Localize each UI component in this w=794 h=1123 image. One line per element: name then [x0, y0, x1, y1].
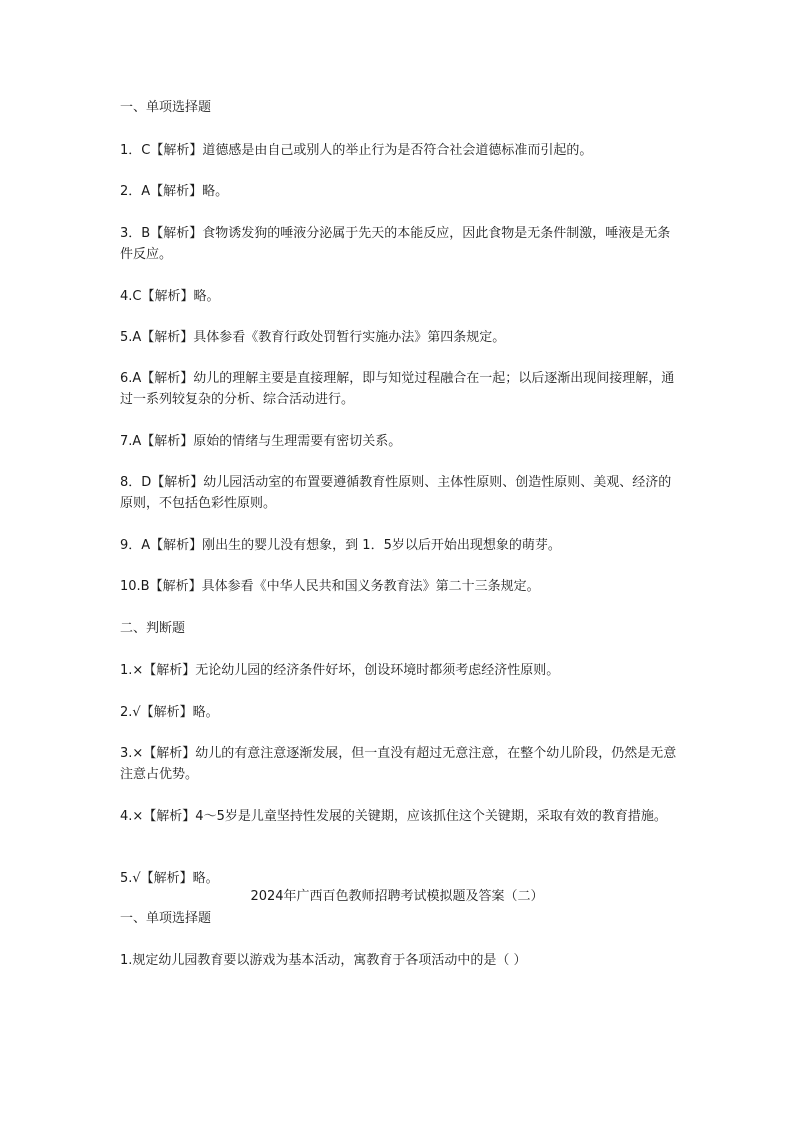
answer-10: 10.B【解析】具体参看《中华人民共和国义务教育法》第二十三条规定。	[120, 579, 540, 594]
answer-7: 7.A【解析】原始的情绪与生理需要有密切关系。	[120, 434, 402, 449]
answer-4: 4.C【解析】略。	[120, 289, 220, 304]
answer-3: 3．B【解析】食物诱发狗的唾液分泌属于先天的本能反应，因此食物是无条件制激，唾液是无条件反应。	[120, 226, 671, 262]
answer-9: 9．A【解析】刚出生的婴儿没有想象，到 1．5岁以后开始出现想象的萌芽。	[120, 538, 561, 553]
exam-title: 2024年广西百色教师招聘考试模拟题及答案（二）	[250, 889, 544, 904]
judge-2: 2.√【解析】略。	[120, 705, 219, 720]
answer-2: 2．A【解析】略。	[120, 184, 229, 199]
answer-1: 1．C【解析】道德感是由自己或别人的举止行为是否符合社会道德标准而引起的。	[120, 143, 593, 158]
part2-heading: 一、单项选择题	[120, 911, 212, 926]
judge-5: 5.√【解析】略。	[120, 871, 219, 886]
answer-8: 8．D【解析】幼儿园活动室的布置要遵循教育性原则、主体性原则、创造性原则、美观、经济的原则，不包括色彩性原则。	[120, 475, 672, 511]
judge-4: 4.×【解析】4～5岁是儿童坚持性发展的关键期，应该抓住这个关键期，采取有效的教育措施。	[120, 809, 667, 824]
judge-1: 1.×【解析】无论幼儿园的经济条件好坏，创设环境时都须考虑经济性原则。	[120, 663, 560, 678]
judge-3: 3.×【解析】幼儿的有意注意逐渐发展，但一直没有超过无意注意，在整个幼儿阶段，仍然是无意注意占优势。	[120, 746, 677, 782]
answer-6: 6.A【解析】幼儿的理解主要是直接理解，即与知觉过程融合在一起；以后逐渐出现间接理解，通过一系列较复杂的分析、综合活动进行。	[120, 371, 675, 407]
answer-5: 5.A【解析】具体参看《教育行政处罚暂行实施办法》第四条规定。	[120, 330, 506, 345]
section1-heading: 一、单项选择题	[120, 100, 212, 115]
question-1: 1.规定幼儿园教育要以游戏为基本活动，寓教育于各项活动中的是（ ）	[120, 953, 527, 968]
section2-heading: 二、判断题	[120, 621, 186, 636]
